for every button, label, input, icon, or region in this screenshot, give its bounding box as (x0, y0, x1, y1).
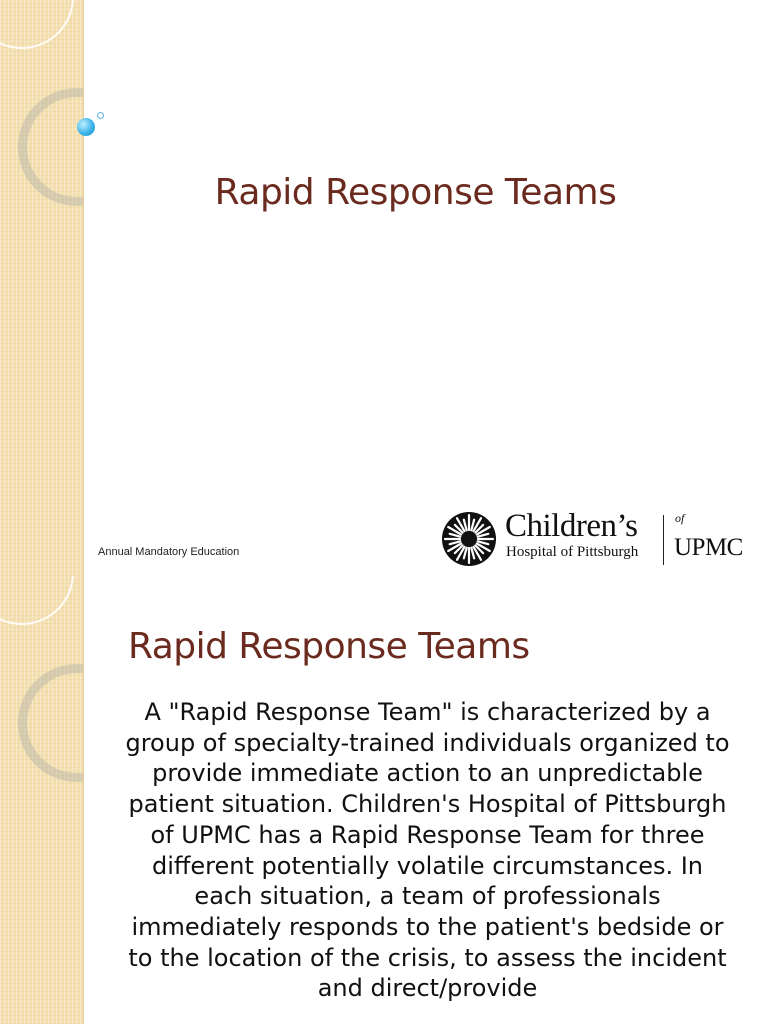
slide-title: Rapid Response Teams (128, 626, 530, 667)
decorative-ring (18, 664, 84, 782)
decorative-ring (18, 88, 84, 206)
sunburst-logo-icon (441, 511, 497, 567)
logo-divider (663, 515, 664, 565)
slide-title: Rapid Response Teams (214, 172, 617, 213)
slide-body-text: A "Rapid Response Team" is characterized by a group of specialty-trained individuals organized to provide immediate action to an unpredictable patient situation. Children's Hospital of Pittsburgh of UPMC has a Rapid Response Team for three different potentially volatile circumstances. In each situation, a team of professionals immediately responds to the patient's bedside or to the location of the crisis, to assess the incident and direct/provide (125, 698, 730, 1003)
logo-subtitle: Hospital of Pittsburgh (506, 544, 639, 560)
logo-name: Children’s (505, 508, 638, 544)
childrens-hospital-logo (441, 509, 753, 569)
decorative-side-band (0, 0, 84, 576)
decorative-ring (0, 576, 74, 625)
logo-org: UPMC (674, 534, 743, 561)
decorative-side-band (0, 576, 84, 1024)
small-bubble-icon (97, 112, 104, 119)
blue-bubble-icon (77, 118, 95, 136)
decorative-ring (0, 0, 74, 49)
logo-of: of (675, 511, 685, 525)
footer-text: Annual Mandatory Education (98, 546, 240, 558)
